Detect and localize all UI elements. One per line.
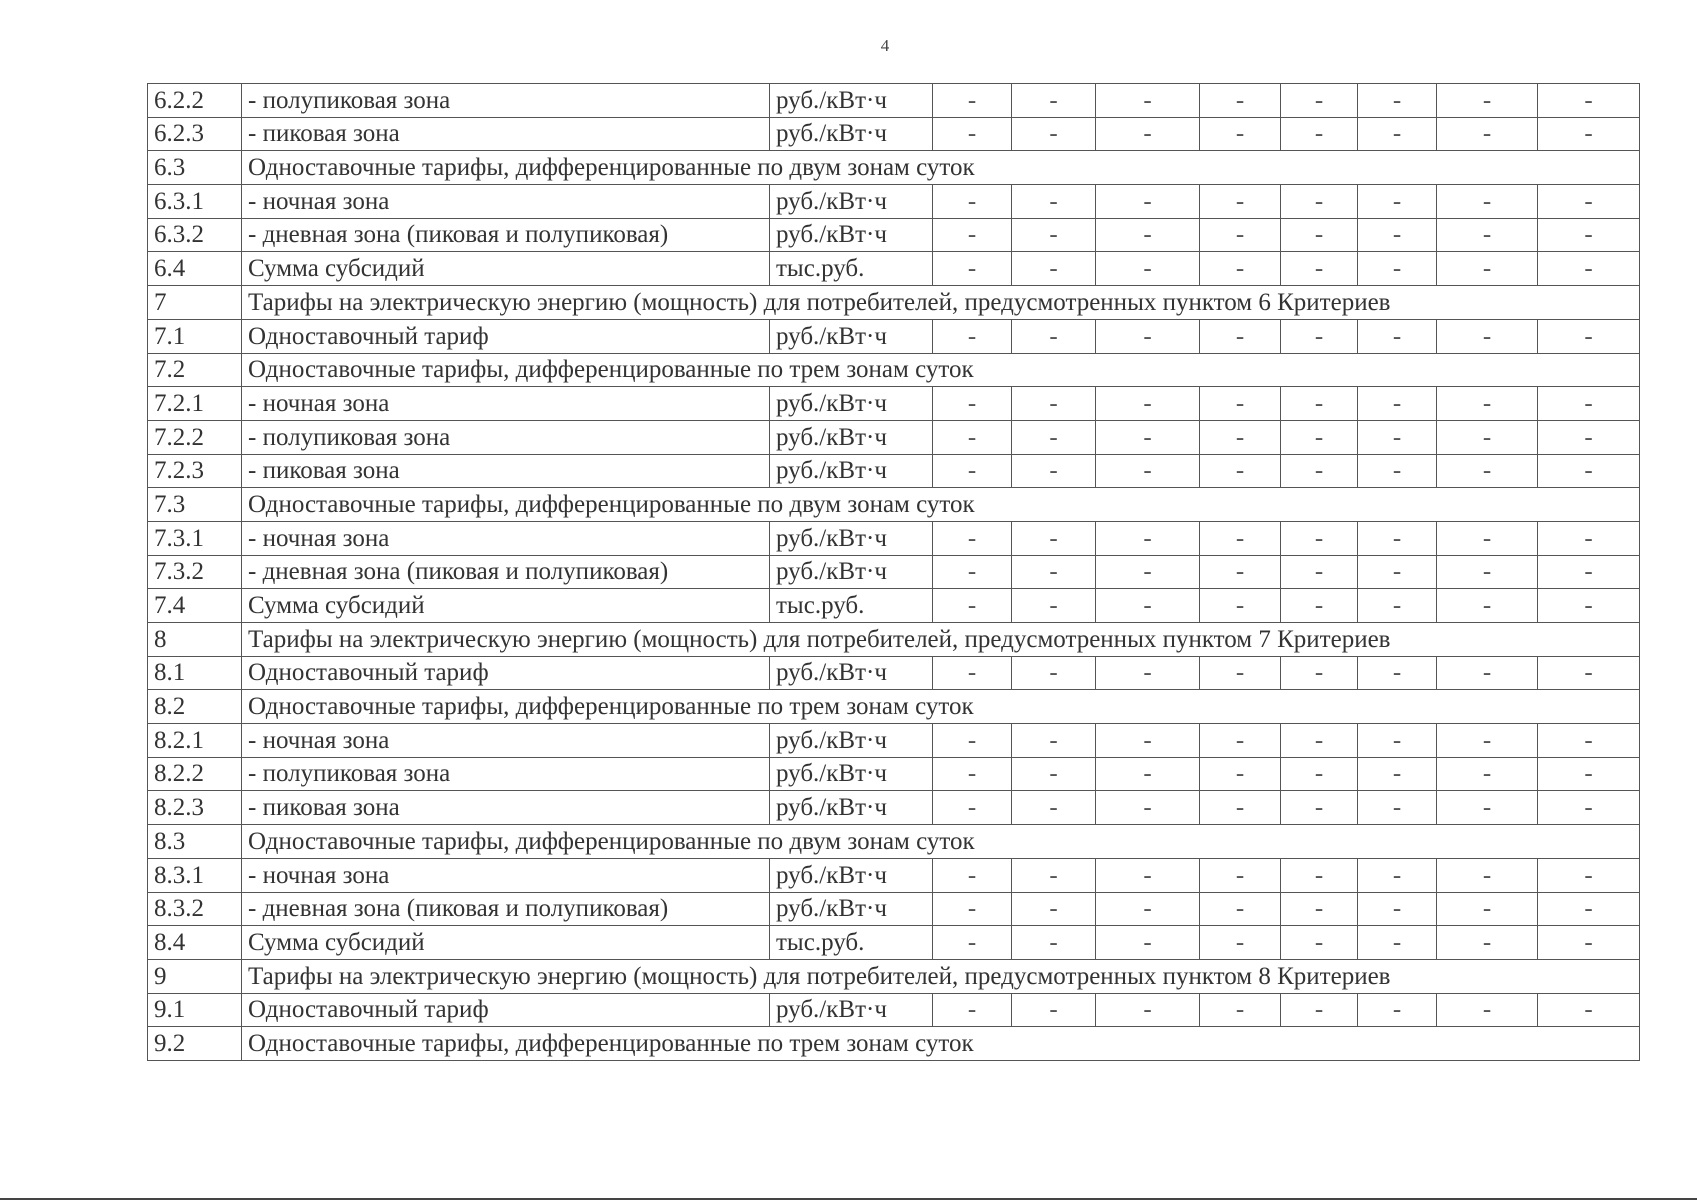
value-cell: - — [1096, 926, 1200, 960]
table-row — [148, 185, 1640, 219]
row-number: 9.1 — [148, 993, 242, 1027]
row-name: - ночная зона — [242, 858, 770, 892]
table-row — [148, 791, 1640, 825]
value-cell: - — [1012, 791, 1096, 825]
table-section-row — [148, 286, 1640, 320]
value-cell: - — [1281, 993, 1358, 1027]
value-cell: - — [1012, 387, 1096, 421]
table-row — [148, 993, 1640, 1027]
value-cell: - — [933, 252, 1012, 286]
table-row — [148, 724, 1640, 758]
row-unit: руб./кВт·ч — [770, 757, 933, 791]
value-cell: - — [1538, 319, 1640, 353]
value-cell: - — [1281, 84, 1358, 118]
row-unit: руб./кВт·ч — [770, 858, 933, 892]
value-cell: - — [1538, 521, 1640, 555]
table-section-row — [148, 353, 1640, 387]
table-section-row — [148, 623, 1640, 657]
value-cell: - — [933, 757, 1012, 791]
value-cell: - — [1358, 757, 1437, 791]
value-cell: - — [933, 656, 1012, 690]
value-cell: - — [1538, 117, 1640, 151]
value-cell: - — [1096, 252, 1200, 286]
value-cell: - — [1012, 993, 1096, 1027]
value-cell: - — [1358, 993, 1437, 1027]
row-number: 7.2.3 — [148, 454, 242, 488]
table-row — [148, 420, 1640, 454]
section-title: Тарифы на электрическую энергию (мощность) для потребителей, предусмотренных пунктом 6 Критериев — [242, 286, 1640, 320]
table-row — [148, 892, 1640, 926]
table-row — [148, 252, 1640, 286]
page-number: 4 — [880, 36, 890, 55]
value-cell: - — [1437, 589, 1538, 623]
value-cell: - — [1538, 185, 1640, 219]
value-cell: - — [1096, 521, 1200, 555]
value-cell: - — [1200, 757, 1281, 791]
table-row — [148, 117, 1640, 151]
value-cell: - — [933, 185, 1012, 219]
value-cell: - — [1096, 892, 1200, 926]
table-row — [148, 387, 1640, 421]
value-cell: - — [1358, 926, 1437, 960]
row-number: 8.3.1 — [148, 858, 242, 892]
row-number: 8.4 — [148, 926, 242, 960]
value-cell: - — [1200, 218, 1281, 252]
row-name: - полупиковая зона — [242, 84, 770, 118]
value-cell: - — [1281, 757, 1358, 791]
table-row — [148, 218, 1640, 252]
row-name: Сумма субсидий — [242, 926, 770, 960]
value-cell: - — [1012, 185, 1096, 219]
value-cell: - — [1096, 117, 1200, 151]
value-cell: - — [933, 84, 1012, 118]
value-cell: - — [1200, 185, 1281, 219]
value-cell: - — [1281, 858, 1358, 892]
value-cell: - — [1096, 420, 1200, 454]
value-cell: - — [1538, 420, 1640, 454]
value-cell: - — [1538, 555, 1640, 589]
value-cell: - — [1281, 117, 1358, 151]
row-name: Одноставочный тариф — [242, 993, 770, 1027]
value-cell: - — [1200, 926, 1281, 960]
row-unit: руб./кВт·ч — [770, 555, 933, 589]
value-cell: - — [1358, 185, 1437, 219]
row-name: - полупиковая зона — [242, 420, 770, 454]
value-cell: - — [1200, 117, 1281, 151]
value-cell: - — [1096, 757, 1200, 791]
table-row — [148, 555, 1640, 589]
value-cell: - — [1358, 555, 1437, 589]
value-cell: - — [1358, 252, 1437, 286]
value-cell: - — [933, 420, 1012, 454]
value-cell: - — [933, 319, 1012, 353]
value-cell: - — [1358, 420, 1437, 454]
value-cell: - — [1200, 454, 1281, 488]
row-name: - ночная зона — [242, 185, 770, 219]
value-cell: - — [1096, 993, 1200, 1027]
table-row — [148, 589, 1640, 623]
value-cell: - — [933, 387, 1012, 421]
value-cell: - — [1358, 656, 1437, 690]
row-number: 9.2 — [148, 1027, 242, 1061]
value-cell: - — [933, 454, 1012, 488]
row-name: Сумма субсидий — [242, 252, 770, 286]
table-row — [148, 454, 1640, 488]
row-unit: руб./кВт·ч — [770, 791, 933, 825]
value-cell: - — [1538, 858, 1640, 892]
table-row — [148, 319, 1640, 353]
row-unit: руб./кВт·ч — [770, 454, 933, 488]
value-cell: - — [1538, 926, 1640, 960]
row-name: - дневная зона (пиковая и полупиковая) — [242, 218, 770, 252]
value-cell: - — [933, 589, 1012, 623]
row-unit: руб./кВт·ч — [770, 656, 933, 690]
row-unit: руб./кВт·ч — [770, 521, 933, 555]
table-section-row — [148, 1027, 1640, 1061]
value-cell: - — [1200, 791, 1281, 825]
row-number: 6.4 — [148, 252, 242, 286]
row-name: - дневная зона (пиковая и полупиковая) — [242, 555, 770, 589]
row-unit: руб./кВт·ч — [770, 892, 933, 926]
value-cell: - — [1200, 993, 1281, 1027]
row-number: 8.2.2 — [148, 757, 242, 791]
table-section-row — [148, 151, 1640, 185]
row-number: 8.3 — [148, 825, 242, 859]
value-cell: - — [1012, 555, 1096, 589]
value-cell: - — [1358, 319, 1437, 353]
row-name: Сумма субсидий — [242, 589, 770, 623]
row-number: 7 — [148, 286, 242, 320]
row-name: - ночная зона — [242, 521, 770, 555]
value-cell: - — [1200, 656, 1281, 690]
row-unit: тыс.руб. — [770, 252, 933, 286]
value-cell: - — [1437, 454, 1538, 488]
row-number: 9 — [148, 959, 242, 993]
value-cell: - — [1281, 656, 1358, 690]
value-cell: - — [1437, 521, 1538, 555]
value-cell: - — [1096, 387, 1200, 421]
tariff-table — [147, 83, 1640, 1061]
value-cell: - — [933, 791, 1012, 825]
value-cell: - — [1437, 252, 1538, 286]
row-number: 7.1 — [148, 319, 242, 353]
value-cell: - — [1096, 724, 1200, 758]
table-row — [148, 926, 1640, 960]
row-unit: руб./кВт·ч — [770, 319, 933, 353]
row-unit: руб./кВт·ч — [770, 218, 933, 252]
row-number: 8.2.3 — [148, 791, 242, 825]
value-cell: - — [1538, 791, 1640, 825]
value-cell: - — [1281, 319, 1358, 353]
value-cell: - — [1358, 791, 1437, 825]
value-cell: - — [1538, 84, 1640, 118]
value-cell: - — [1200, 858, 1281, 892]
section-title: Тарифы на электрическую энергию (мощность) для потребителей, предусмотренных пунктом 7 Критериев — [242, 623, 1640, 657]
value-cell: - — [933, 724, 1012, 758]
value-cell: - — [1437, 757, 1538, 791]
value-cell: - — [1281, 555, 1358, 589]
row-unit: руб./кВт·ч — [770, 387, 933, 421]
value-cell: - — [1281, 387, 1358, 421]
value-cell: - — [1096, 656, 1200, 690]
value-cell: - — [1012, 892, 1096, 926]
row-number: 6.3 — [148, 151, 242, 185]
value-cell: - — [1200, 589, 1281, 623]
row-unit: руб./кВт·ч — [770, 185, 933, 219]
value-cell: - — [1358, 521, 1437, 555]
value-cell: - — [1096, 185, 1200, 219]
row-number: 6.3.1 — [148, 185, 242, 219]
section-title: Одноставочные тарифы, дифференцированные по трем зонам суток — [242, 1027, 1640, 1061]
value-cell: - — [933, 117, 1012, 151]
row-name: - дневная зона (пиковая и полупиковая) — [242, 892, 770, 926]
value-cell: - — [1437, 387, 1538, 421]
value-cell: - — [1012, 319, 1096, 353]
value-cell: - — [1096, 589, 1200, 623]
value-cell: - — [1358, 858, 1437, 892]
value-cell: - — [1358, 892, 1437, 926]
value-cell: - — [1281, 892, 1358, 926]
value-cell: - — [933, 218, 1012, 252]
section-title: Тарифы на электрическую энергию (мощность) для потребителей, предусмотренных пунктом 8 Критериев — [242, 959, 1640, 993]
table-section-row — [148, 825, 1640, 859]
row-name: - ночная зона — [242, 724, 770, 758]
table-row — [148, 757, 1640, 791]
value-cell: - — [1437, 555, 1538, 589]
row-name: Одноставочный тариф — [242, 656, 770, 690]
value-cell: - — [1437, 117, 1538, 151]
row-number: 6.2.3 — [148, 117, 242, 151]
value-cell: - — [1281, 252, 1358, 286]
value-cell: - — [1200, 84, 1281, 118]
value-cell: - — [1358, 724, 1437, 758]
value-cell: - — [933, 858, 1012, 892]
value-cell: - — [1358, 218, 1437, 252]
value-cell: - — [1358, 84, 1437, 118]
value-cell: - — [1200, 420, 1281, 454]
value-cell: - — [1281, 589, 1358, 623]
value-cell: - — [1200, 252, 1281, 286]
value-cell: - — [1437, 84, 1538, 118]
row-number: 8.2.1 — [148, 724, 242, 758]
row-number: 7.3.1 — [148, 521, 242, 555]
value-cell: - — [1200, 319, 1281, 353]
value-cell: - — [1012, 84, 1096, 118]
value-cell: - — [1437, 858, 1538, 892]
row-number: 7.2 — [148, 353, 242, 387]
value-cell: - — [1096, 218, 1200, 252]
value-cell: - — [1281, 724, 1358, 758]
section-title: Одноставочные тарифы, дифференцированные по двум зонам суток — [242, 825, 1640, 859]
value-cell: - — [1538, 724, 1640, 758]
value-cell: - — [1200, 521, 1281, 555]
value-cell: - — [1437, 218, 1538, 252]
row-number: 7.2.1 — [148, 387, 242, 421]
row-number: 7.3.2 — [148, 555, 242, 589]
row-number: 8.2 — [148, 690, 242, 724]
value-cell: - — [1358, 454, 1437, 488]
row-name: - пиковая зона — [242, 117, 770, 151]
value-cell: - — [1012, 420, 1096, 454]
value-cell: - — [1012, 252, 1096, 286]
row-number: 7.2.2 — [148, 420, 242, 454]
row-name: - полупиковая зона — [242, 757, 770, 791]
value-cell: - — [1096, 555, 1200, 589]
value-cell: - — [933, 521, 1012, 555]
value-cell: - — [1281, 791, 1358, 825]
value-cell: - — [1012, 656, 1096, 690]
section-title: Одноставочные тарифы, дифференцированные по трем зонам суток — [242, 690, 1640, 724]
table-section-row — [148, 959, 1640, 993]
value-cell: - — [1437, 319, 1538, 353]
value-cell: - — [1096, 454, 1200, 488]
value-cell: - — [1281, 218, 1358, 252]
value-cell: - — [1437, 185, 1538, 219]
value-cell: - — [1437, 420, 1538, 454]
row-name: Одноставочный тариф — [242, 319, 770, 353]
row-number: 8.1 — [148, 656, 242, 690]
value-cell: - — [1281, 420, 1358, 454]
value-cell: - — [1096, 858, 1200, 892]
value-cell: - — [1200, 387, 1281, 421]
table-row — [148, 656, 1640, 690]
value-cell: - — [1200, 555, 1281, 589]
value-cell: - — [1281, 926, 1358, 960]
value-cell: - — [1096, 319, 1200, 353]
value-cell: - — [1538, 454, 1640, 488]
value-cell: - — [1012, 454, 1096, 488]
value-cell: - — [1200, 724, 1281, 758]
row-number: 6.3.2 — [148, 218, 242, 252]
value-cell: - — [1096, 84, 1200, 118]
row-number: 7.4 — [148, 589, 242, 623]
row-name: - пиковая зона — [242, 454, 770, 488]
value-cell: - — [1538, 252, 1640, 286]
value-cell: - — [1281, 521, 1358, 555]
value-cell: - — [1200, 892, 1281, 926]
row-unit: руб./кВт·ч — [770, 117, 933, 151]
value-cell: - — [1538, 656, 1640, 690]
row-unit: руб./кВт·ч — [770, 420, 933, 454]
value-cell: - — [1012, 589, 1096, 623]
row-number: 6.2.2 — [148, 84, 242, 118]
value-cell: - — [1012, 858, 1096, 892]
value-cell: - — [933, 892, 1012, 926]
table-section-row — [148, 488, 1640, 522]
table-row — [148, 84, 1640, 118]
value-cell: - — [1012, 521, 1096, 555]
row-name: - пиковая зона — [242, 791, 770, 825]
table-section-row — [148, 690, 1640, 724]
value-cell: - — [1437, 791, 1538, 825]
value-cell: - — [1358, 117, 1437, 151]
value-cell: - — [1096, 791, 1200, 825]
value-cell: - — [1437, 926, 1538, 960]
value-cell: - — [1538, 757, 1640, 791]
row-unit: тыс.руб. — [770, 926, 933, 960]
value-cell: - — [1012, 757, 1096, 791]
value-cell: - — [1437, 993, 1538, 1027]
value-cell: - — [1012, 724, 1096, 758]
value-cell: - — [1281, 454, 1358, 488]
row-number: 8 — [148, 623, 242, 657]
value-cell: - — [933, 555, 1012, 589]
value-cell: - — [933, 926, 1012, 960]
section-title: Одноставочные тарифы, дифференцированные по трем зонам суток — [242, 353, 1640, 387]
row-number: 7.3 — [148, 488, 242, 522]
value-cell: - — [1358, 387, 1437, 421]
value-cell: - — [1358, 589, 1437, 623]
value-cell: - — [1437, 724, 1538, 758]
row-unit: руб./кВт·ч — [770, 84, 933, 118]
section-title: Одноставочные тарифы, дифференцированные по двум зонам суток — [242, 488, 1640, 522]
table-body — [148, 84, 1640, 1061]
row-number: 8.3.2 — [148, 892, 242, 926]
value-cell: - — [1538, 589, 1640, 623]
table-row — [148, 858, 1640, 892]
value-cell: - — [1538, 892, 1640, 926]
value-cell: - — [1437, 892, 1538, 926]
value-cell: - — [1538, 387, 1640, 421]
value-cell: - — [1281, 185, 1358, 219]
row-name: - ночная зона — [242, 387, 770, 421]
row-unit: руб./кВт·ч — [770, 993, 933, 1027]
value-cell: - — [1538, 218, 1640, 252]
value-cell: - — [1538, 993, 1640, 1027]
section-title: Одноставочные тарифы, дифференцированные по двум зонам суток — [242, 151, 1640, 185]
row-unit: руб./кВт·ч — [770, 724, 933, 758]
table-row — [148, 521, 1640, 555]
value-cell: - — [1012, 218, 1096, 252]
value-cell: - — [933, 993, 1012, 1027]
value-cell: - — [1012, 117, 1096, 151]
row-unit: тыс.руб. — [770, 589, 933, 623]
value-cell: - — [1437, 656, 1538, 690]
value-cell: - — [1012, 926, 1096, 960]
